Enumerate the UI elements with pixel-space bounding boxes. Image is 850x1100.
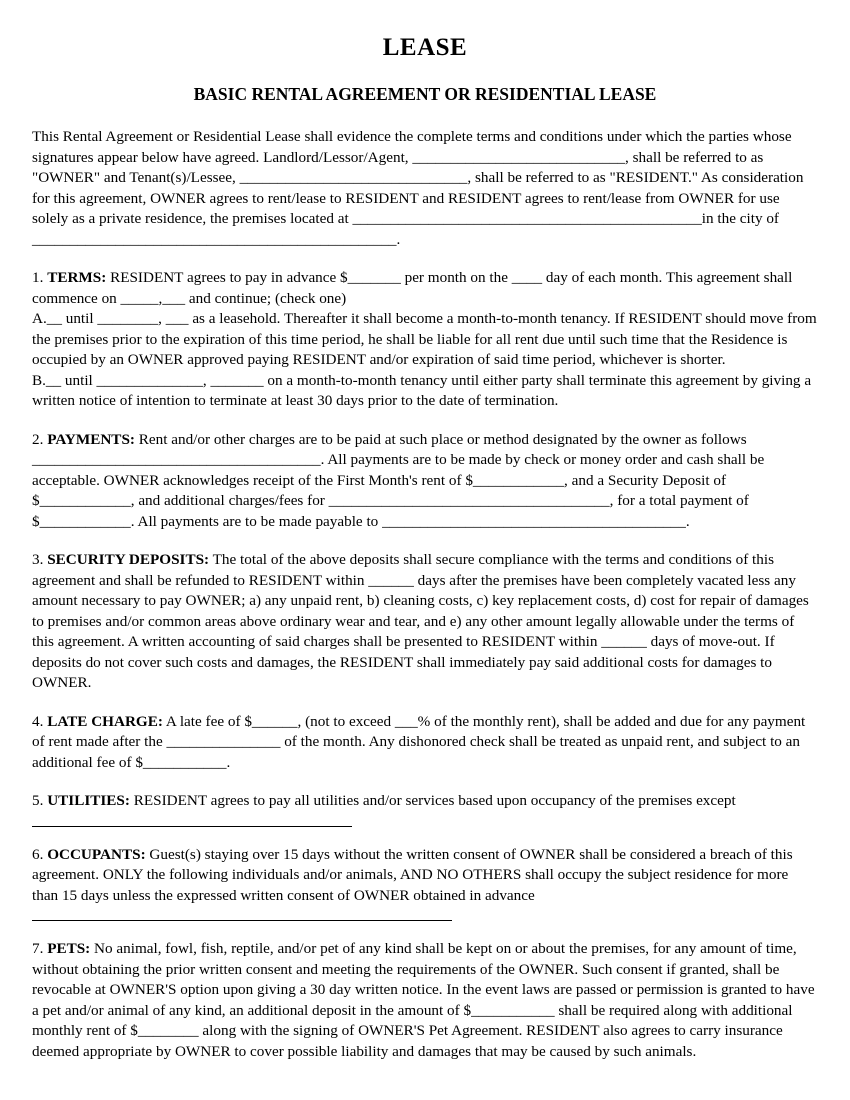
clause-number: 6. <box>32 845 44 863</box>
clause-heading: PETS: <box>47 940 91 957</box>
clause-number: 2. <box>32 430 44 448</box>
clause-text: Guest(s) staying over 15 days without the written consent of OWNER shall be considered a breach of this agreement. ONLY the following individuals and/or animals, AND NO OTHERS shall occupy the subject residence for more than 15 days unless the expressed written consent of OWNER obtained in advance <box>32 845 793 904</box>
fill-in-line-utilities[interactable] <box>32 826 352 827</box>
clause-heading: SECURITY DEPOSITS: <box>47 551 210 568</box>
page-title: LEASE <box>382 34 468 61</box>
clause-number: 7. <box>32 940 44 957</box>
clause-security-deposits <box>30 550 820 694</box>
clause-payments <box>30 430 820 533</box>
clause-text: A late fee of $______, (not to exceed ___% of the monthly rent), shall be added and due for any payment of rent made after the _______________ of the month. Any dishonored check shall be treated as unpaid rent, and subject to an additional fee of $___________. <box>32 712 806 771</box>
intro-paragraph: This Rental Agreement or Residential Lease shall evidence the complete terms and conditions under which the parties whose signatures appear below have agreed. Landlord/Lessor/Agent, ____________________________, shall be referred to as "OWNER" and Tenant(s)/Lessee, ______________________________, shall be referred to as "RESIDENT." As consideration for this agreement, OWNER agrees to rent/lease to RESIDENT and RESIDENT agrees to rent/lease from OWNER for use solely as a private residence, the premises located at ______________________________________________in the city of ________________________________________________. <box>32 128 804 248</box>
clause-number: 4. <box>32 712 44 730</box>
clause-heading: OCCUPANTS: <box>47 845 146 863</box>
clause-heading: PAYMENTS: <box>47 430 135 448</box>
clause-subclause-b: B.__ until ______________, _______ on a month-to-month tenancy until either party shall terminate this agreement by giving a written notice of intention to terminate at least 30 days prior to the date of termination. <box>32 371 812 409</box>
clause-utilities <box>30 791 820 827</box>
clause-heading: LATE CHARGE: <box>47 712 163 730</box>
clause-late-charge <box>30 712 820 774</box>
fill-in-line-occupants[interactable] <box>32 920 452 921</box>
clause-heading: UTILITIES: <box>47 792 130 809</box>
clause-number: 5. <box>32 792 44 809</box>
clause-heading: TERMS: <box>47 269 107 286</box>
clause-text: RESIDENT agrees to pay in advance $_______ per month on the ____ day of each month. This agreement shall commence on _____,___ and continue; (check one) <box>32 269 793 307</box>
clause-occupants <box>30 845 820 922</box>
clause-text: The total of the above deposits shall secure compliance with the terms and conditions of this agreement and shall be refunded to RESIDENT within ______ days after the premises have been completely vacated less any amount necessary to pay OWNER; a) any unpaid rent, b) cleaning costs, c) key replacement costs, d) cost for repair of damages to premises and/or common areas above ordinary wear and tear, and e) any other amount legally allowable under the terms of this agreement. A written accounting of said charges shall be presented to RESIDENT within ______ days of move-out. If deposits do not cover such costs and damages, the RESIDENT shall immediately pay said additional costs for damages to OWNER. <box>32 551 809 691</box>
clause-pets <box>30 939 820 1062</box>
clause-number: 3. <box>32 551 44 568</box>
clause-terms <box>30 268 820 412</box>
clause-text: No animal, fowl, fish, reptile, and/or pet of any kind shall be kept on or about the premises, for any amount of time, without obtaining the prior written consent and meeting the requirements of the OWNER. Such consent if granted, shall be revocable at OWNER'S option upon giving a 30 day written notice. In the event laws are passed or permission is granted to have a pet and/or animal of any kind, an additional deposit in the amount of $___________ shall be required along with additional monthly rent of $________ along with the signing of OWNER'S Pet Agreement. RESIDENT also agrees to carry insurance deemed appropriate by OWNER to cover possible liability and damages that may be caused by such animals. <box>32 940 815 1060</box>
clause-subclause-a: A.__ until ________, ___ as a leasehold. Thereafter it shall become a month-to-month tenancy. If RESIDENT should move from the premises prior to the expiration of this time period, he shall be liable for all rent due until such time that the Residence is occupied by an OWNER approved paying RESIDENT and/or expiration of said time period, whichever is shorter. <box>32 310 817 368</box>
clause-number: 1. <box>32 269 44 286</box>
clause-text: Rent and/or other charges are to be paid at such place or method designated by the owner as follows ______________________________________. All payments are to be made by check or money order and cash shall be acceptable. OWNER acknowledges receipt of the First Month's rent of $____________, and a Security Deposit of $____________, and additional charges/fees for _____________________________________, for a total payment of $____________. All payments are to be made payable to ________________________________________. <box>32 430 765 530</box>
clause-text: RESIDENT agrees to pay all utilities and/or services based upon occupancy of the premises except <box>133 792 736 809</box>
page-subtitle: BASIC RENTAL AGREEMENT OR RESIDENTIAL LEASE <box>193 84 657 104</box>
